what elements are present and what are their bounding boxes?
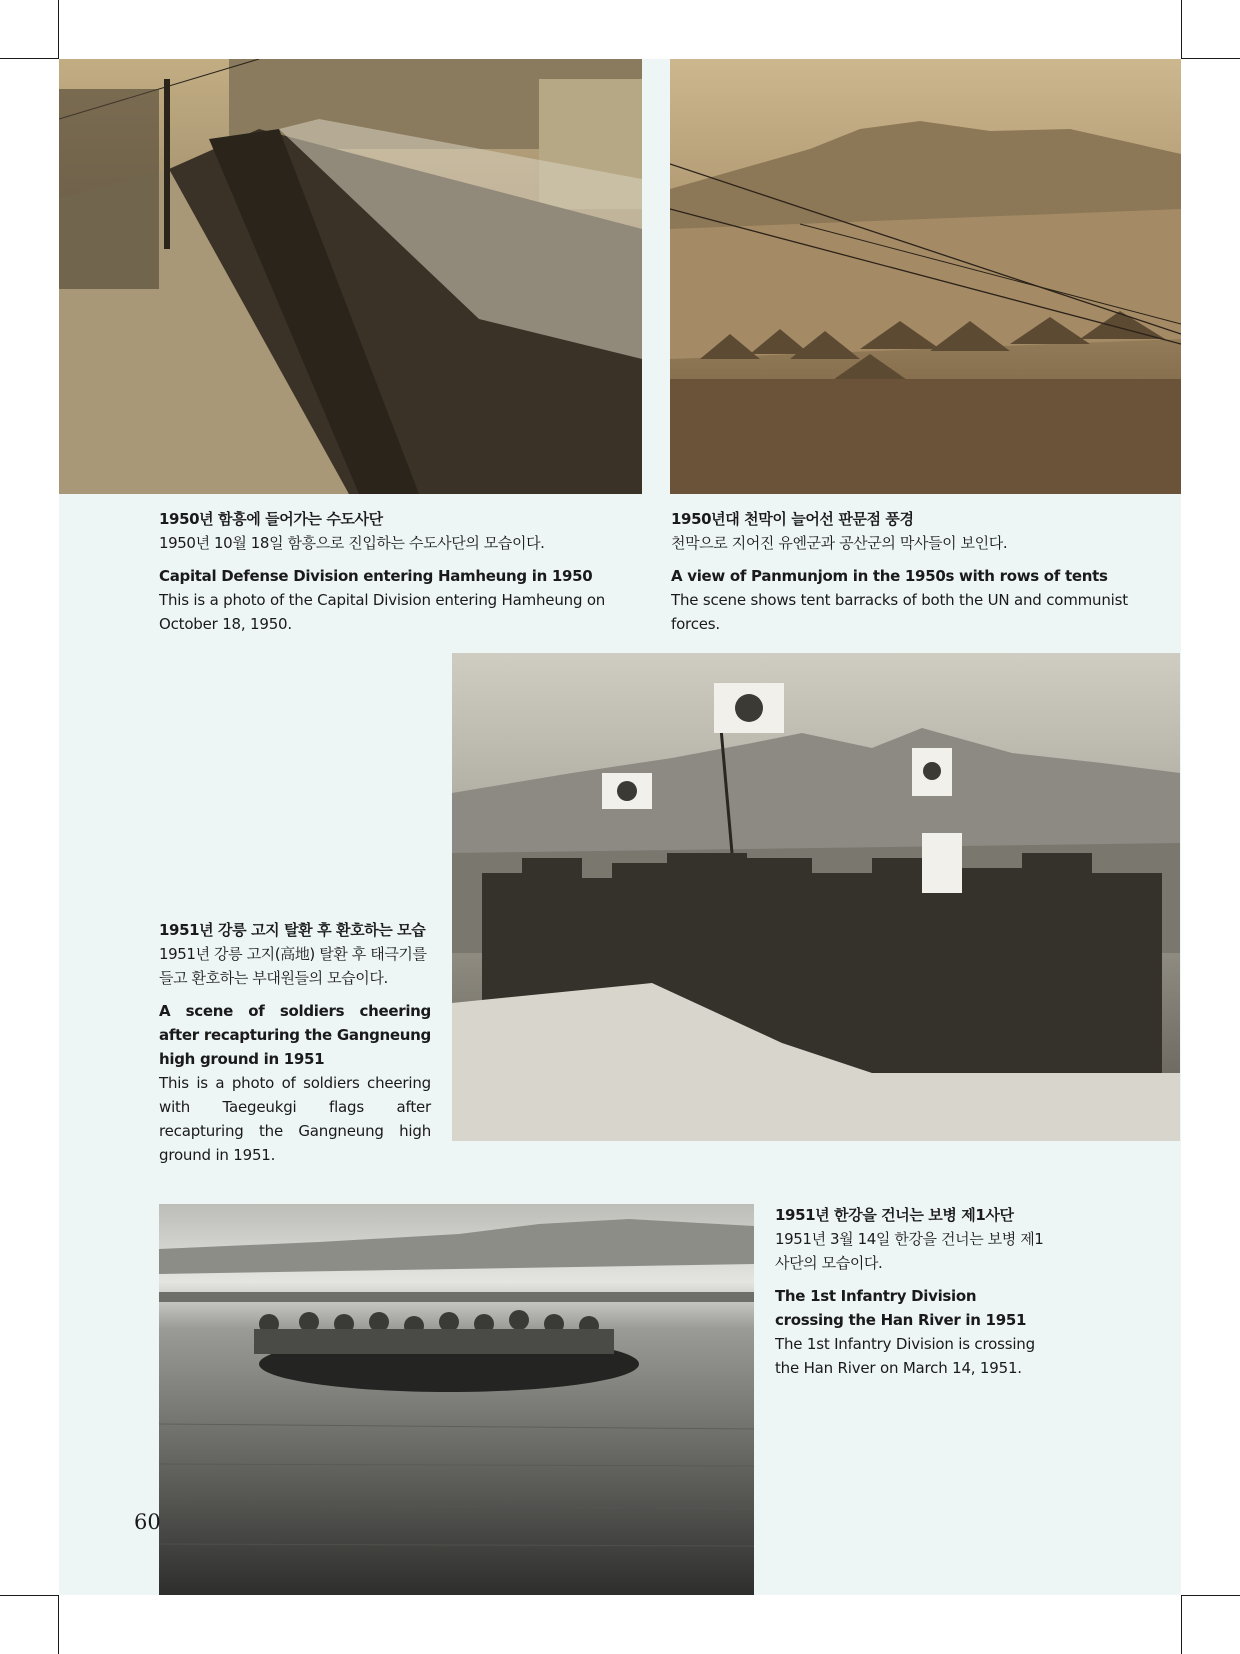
caption-gangneung [159,918,431,1167]
photo-han-river-crossing [159,1204,754,1595]
watermark-stamp [520,1516,680,1530]
photo-hamheung-march [59,59,642,494]
caption-ko-desc: 1951년 강릉 고지(高地) 탈환 후 태극기를 들고 환호하는 부대원들의 모습이다. [159,945,427,987]
crop-mark-bottom-left-v [58,1595,59,1654]
caption-ko-title: 1950년대 천막이 늘어선 판문점 풍경 [671,510,914,528]
crop-mark-bottom-left-h [0,1595,59,1596]
caption-ko-desc: 1950년 10월 18일 함흥으로 진입하는 수도사단의 모습이다. [159,534,545,552]
caption-en-desc: This is a photo of soldiers cheering with Taegeukgi flags after recapturing the Gangneung high ground in 1951. [159,1074,431,1164]
caption-en-desc: The 1st Infantry Division is crossing the Han River on March 14, 1951. [775,1335,1035,1377]
caption-en-title: A view of Panmunjom in the 1950s with rows of tents [671,567,1108,585]
caption-hamheung [159,507,639,636]
caption-en-desc: The scene shows tent barracks of both the UN and communist forces. [671,591,1128,633]
caption-ko-desc: 1951년 3월 14일 한강을 건너는 보병 제1사단의 모습이다. [775,1230,1044,1272]
crop-mark-bottom-right-h [1181,1595,1240,1596]
page-number: 60 [134,1510,161,1534]
gangneung-image [452,653,1180,1141]
crop-mark-top-left-v [58,0,59,59]
crop-mark-top-left-h [0,58,59,59]
hamheung-march-image [59,59,642,494]
crop-mark-top-right-h [1181,58,1240,59]
caption-han-river [775,1203,1045,1380]
caption-panmunjom [671,507,1151,636]
caption-ko-title: 1951년 강릉 고지 탈환 후 환호하는 모습 [159,921,426,939]
han-river-image [159,1204,754,1595]
caption-ko-title: 1951년 한강을 건너는 보병 제1사단 [775,1206,1014,1224]
photo-gangneung-soldiers [452,653,1180,1141]
photo-panmunjom-tents [670,59,1181,494]
caption-ko-title: 1950년 함흥에 들어가는 수도사단 [159,510,383,528]
caption-ko-desc: 천막으로 지어진 유엔군과 공산군의 막사들이 보인다. [671,534,1008,552]
caption-en-title: A scene of soldiers cheering after recapturing the Gangneung high ground in 1951 [159,1002,431,1068]
panmunjom-image [670,59,1181,494]
crop-mark-bottom-right-v [1181,1595,1182,1654]
crop-mark-top-right-v [1181,0,1182,59]
caption-en-title: The 1st Infantry Division crossing the Han River in 1951 [775,1287,1027,1329]
caption-en-title: Capital Defense Division entering Hamheung in 1950 [159,567,593,585]
caption-en-desc: This is a photo of the Capital Division entering Hamheung on October 18, 1950. [159,591,606,633]
